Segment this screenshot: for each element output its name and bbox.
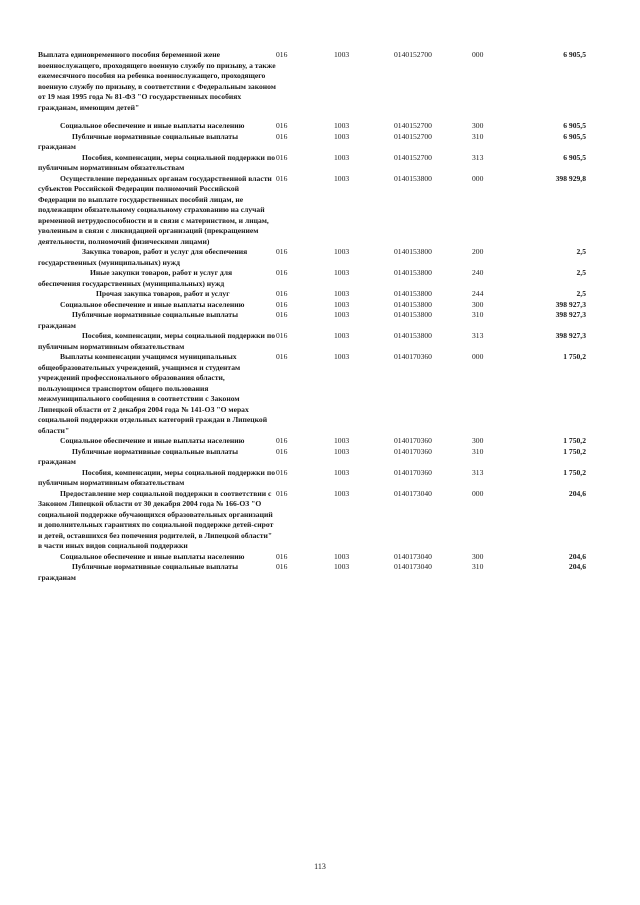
row-ministry-code: 016	[276, 50, 288, 59]
row-sum: 2,5	[576, 268, 586, 277]
row-name-text: Прочая закупка товаров, работ и услуг	[96, 289, 230, 298]
row-ministry-code: 016	[276, 289, 288, 298]
row-expense-type-code: 310	[472, 131, 484, 141]
row-ministry-code: 016	[276, 268, 288, 277]
row-expense-type-code: 310	[472, 310, 484, 319]
table-row	[38, 331, 586, 352]
row-name	[38, 121, 276, 132]
row-section-code: 1003	[334, 299, 350, 309]
row-sum: 1 750,2	[563, 467, 586, 477]
row-sum: 204,6	[568, 562, 586, 571]
row-name	[38, 552, 276, 563]
row-name	[38, 489, 276, 552]
row-section-code: 1003	[334, 562, 350, 571]
row-expense-type-code: 313	[472, 467, 484, 477]
budget-table-body	[38, 50, 586, 583]
row-name-text: Закупка товаров, работ и услуг для обеспечения государственных (муниципальных) нужд	[38, 247, 248, 267]
row-name-text: Выплаты компенсации учащимся муниципальных общеобразовательных учреждений, учащимся и студентам учреждений профессионального образования области, пользующимся транспортом общего пользования межмуниципального сообщения в соответствии с Законом Липецкой области от 2 декабря 2004 года № 141-ОЗ "О мерах социальной поддержки отдельных категорий граждан в Липецкой области"	[38, 352, 268, 435]
row-name	[38, 447, 276, 468]
row-name	[38, 436, 276, 447]
page-number: 113	[314, 862, 326, 871]
row-sum: 204,6	[568, 488, 586, 498]
row-spacer-cell	[38, 113, 586, 121]
row-ministry-code: 016	[276, 446, 288, 456]
row-name	[38, 331, 276, 352]
row-name-text: Публичные нормативные социальные выплаты гражданам	[38, 562, 239, 582]
row-name-text: Социальное обеспечение и иные выплаты населению	[60, 436, 245, 445]
row-sum: 398 927,3	[555, 310, 586, 319]
table-row	[38, 132, 586, 153]
row-ministry-code: 016	[276, 551, 288, 561]
row-section-code: 1003	[334, 131, 350, 141]
row-spacer	[38, 113, 586, 121]
row-section-code: 1003	[334, 446, 350, 456]
row-ministry-code: 016	[276, 131, 288, 141]
table-row	[38, 489, 586, 552]
row-name-text: Публичные нормативные социальные выплаты гражданам	[38, 446, 239, 466]
row-target-code: 0140153800	[394, 299, 432, 309]
row-expense-type-code: 200	[472, 247, 484, 256]
row-target-code: 0140153800	[394, 310, 432, 319]
table-row	[38, 268, 586, 289]
row-name	[38, 153, 276, 174]
row-target-code: 0140152700	[394, 121, 432, 130]
row-name-text: Осуществление переданных органам государственной власти субъектов Российской Федерации полномочий Российской Федерации по выплате государственных пособий лицам, не подлежащим обязательному социальному страхованию на случай временной нетрудоспособности и в связи с материнством, и лицам, уволенным в связи с ликвидацией организаций (прекращением деятельности, полномочий физическими лицами)	[38, 173, 272, 246]
row-sum: 1 750,2	[563, 436, 586, 445]
row-section-code: 1003	[334, 173, 350, 183]
row-section-code: 1003	[334, 268, 350, 277]
row-sum: 398 927,3	[555, 331, 586, 340]
row-sum: 6 905,5	[563, 121, 586, 130]
row-expense-type-code: 300	[472, 121, 484, 130]
row-name-text: Публичные нормативные социальные выплаты гражданам	[38, 310, 239, 330]
row-section-code: 1003	[334, 121, 350, 130]
row-ministry-code: 016	[276, 562, 288, 571]
row-ministry-code: 016	[276, 467, 288, 477]
row-section-code: 1003	[334, 331, 350, 340]
row-ministry-code: 016	[276, 310, 288, 319]
row-section-code: 1003	[334, 436, 350, 445]
row-expense-type-code: 000	[472, 50, 484, 59]
table-row	[38, 153, 586, 174]
row-ministry-code: 016	[276, 436, 288, 445]
row-expense-type-code: 310	[472, 562, 484, 571]
row-target-code: 0140170360	[394, 467, 432, 477]
row-expense-type-code: 313	[472, 331, 484, 340]
table-row	[38, 174, 586, 248]
row-target-code: 0140152700	[394, 152, 432, 162]
row-section-code: 1003	[334, 467, 350, 477]
row-name-text: Предоставление мер социальной поддержки в соответствии с Законом Липецкой области от 30 декабря 2004 года № 166-ОЗ "О социальной поддержке обучающихся образовательных организаций и дополнительных гарантиях по социальной поддержке детей-сирот и детей, оставшихся без попечения родителей, в Липецкой области" в части иных видов социальной поддержки	[38, 488, 274, 550]
row-name	[38, 289, 276, 300]
row-expense-type-code: 240	[472, 268, 484, 277]
row-sum: 398 929,8	[555, 173, 586, 183]
row-ministry-code: 016	[276, 121, 288, 130]
table-row	[38, 289, 586, 300]
row-name-text: Выплата единовременного пособия беременной жене военнослужащего, проходящего военную службу по призыву, а также ежемесячного пособия на ребенка военнослужащего, проходящего военную службу по призыву, в соответствии с Федеральным законом от 19 мая 1995 года № 81-ФЗ "О государственных пособиях гражданам, имеющим детей"	[38, 50, 276, 112]
row-sum: 204,6	[568, 551, 586, 561]
row-name	[38, 562, 276, 583]
row-name	[38, 310, 276, 331]
table-row	[38, 310, 586, 331]
table-row	[38, 300, 586, 311]
row-section-code: 1003	[334, 551, 350, 561]
row-expense-type-code: 310	[472, 446, 484, 456]
row-name-text: Пособия, компенсации, меры социальной поддержки по публичным нормативным обязательствам	[38, 467, 276, 487]
row-section-code: 1003	[334, 488, 350, 498]
table-row	[38, 352, 586, 436]
row-sum: 398 927,3	[555, 299, 586, 309]
row-name-text: Иные закупки товаров, работ и услуг для обеспечения государственных (муниципальных) нужд	[38, 268, 233, 288]
row-target-code: 0140153800	[394, 289, 432, 298]
row-sum: 1 750,2	[563, 446, 586, 456]
row-name	[38, 468, 276, 489]
table-row	[38, 562, 586, 583]
table-row	[38, 468, 586, 489]
row-sum: 6 905,5	[563, 50, 586, 59]
row-target-code: 0140153800	[394, 173, 432, 183]
row-target-code: 0140173040	[394, 562, 432, 571]
row-section-code: 1003	[334, 50, 350, 59]
table-row	[38, 247, 586, 268]
row-target-code: 0140173040	[394, 488, 432, 498]
row-name-text: Пособия, компенсации, меры социальной поддержки по публичным нормативным обязательствам	[38, 152, 276, 172]
row-name	[38, 300, 276, 311]
row-ministry-code: 016	[276, 331, 288, 340]
row-name-text: Публичные нормативные социальные выплаты гражданам	[38, 131, 239, 151]
row-ministry-code: 016	[276, 299, 288, 309]
table-row	[38, 552, 586, 563]
row-ministry-code: 016	[276, 173, 288, 183]
row-target-code: 0140170360	[394, 352, 432, 361]
row-expense-type-code: 300	[472, 436, 484, 445]
row-name-text: Пособия, компенсации, меры социальной поддержки по публичным нормативным обязательствам	[38, 331, 276, 351]
row-sum: 6 905,5	[563, 152, 586, 162]
row-section-code: 1003	[334, 247, 350, 256]
table-row	[38, 121, 586, 132]
row-sum: 6 905,5	[563, 131, 586, 141]
row-expense-type-code: 000	[472, 173, 484, 183]
row-name	[38, 352, 276, 436]
row-expense-type-code: 300	[472, 551, 484, 561]
row-target-code: 0140173040	[394, 551, 432, 561]
row-expense-type-code: 313	[472, 152, 484, 162]
row-sum: 1 750,2	[563, 352, 586, 361]
row-name	[38, 50, 276, 113]
row-target-code: 0140153800	[394, 268, 432, 277]
row-section-code: 1003	[334, 352, 350, 361]
table-row	[38, 50, 586, 113]
row-name-text: Социальное обеспечение и иные выплаты населению	[60, 551, 245, 561]
row-sum: 2,5	[576, 289, 586, 298]
table-row	[38, 436, 586, 447]
row-expense-type-code: 000	[472, 488, 484, 498]
row-expense-type-code: 300	[472, 299, 484, 309]
row-target-code: 0140152700	[394, 50, 432, 59]
row-target-code: 0140153800	[394, 331, 432, 340]
row-target-code: 0140170360	[394, 436, 432, 445]
row-ministry-code: 016	[276, 152, 288, 162]
table-row	[38, 447, 586, 468]
row-name	[38, 174, 276, 248]
row-name-text: Социальное обеспечение и иные выплаты населению	[60, 299, 245, 309]
row-ministry-code: 016	[276, 488, 288, 498]
row-sum: 2,5	[576, 247, 586, 256]
row-target-code: 0140153800	[394, 247, 432, 256]
row-section-code: 1003	[334, 289, 350, 298]
row-expense-type-code: 244	[472, 289, 484, 298]
row-name-text: Социальное обеспечение и иные выплаты населению	[60, 121, 245, 130]
row-name	[38, 268, 276, 289]
row-ministry-code: 016	[276, 247, 288, 256]
row-target-code: 0140152700	[394, 131, 432, 141]
row-ministry-code: 016	[276, 352, 288, 361]
row-section-code: 1003	[334, 152, 350, 162]
row-target-code: 0140170360	[394, 446, 432, 456]
row-section-code: 1003	[334, 310, 350, 319]
row-expense-type-code: 000	[472, 352, 484, 361]
row-name	[38, 247, 276, 268]
row-name	[38, 132, 276, 153]
budget-table	[38, 50, 586, 583]
